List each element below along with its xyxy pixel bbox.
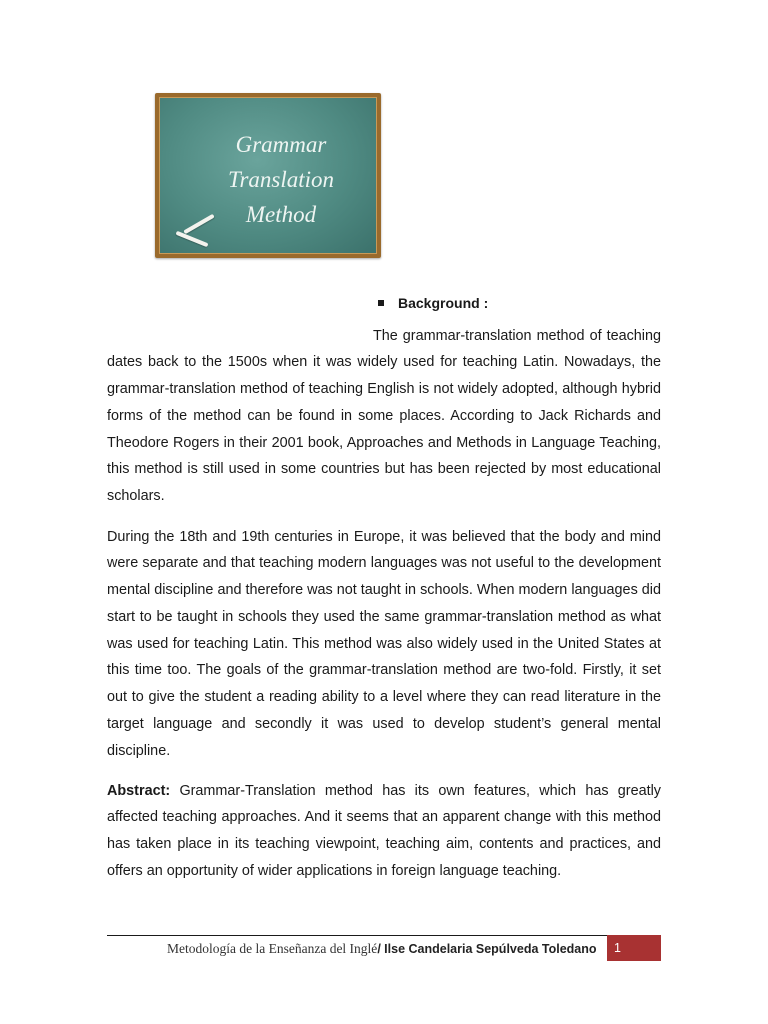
footer-text [167, 941, 597, 957]
footer-separator: / [377, 942, 381, 956]
chalk-stick [175, 231, 208, 247]
footer-course: Metodología de la Enseñanza del Inglé [167, 941, 378, 956]
section-heading-text: Background : [398, 295, 489, 311]
chalkboard-illustration [155, 93, 381, 258]
abstract-paragraph [107, 778, 661, 885]
page-number-badge [607, 935, 661, 961]
abstract-label: Abstract: [107, 782, 171, 799]
footer-author: Ilse Candelaria Sepúlveda Toledano [384, 942, 597, 956]
page-number: 1 [614, 941, 621, 955]
history-paragraph: During the 18th and 19th centuries in Europe, it was believed that the body and mind were separate and that teaching modern languages was not useful to the development mental discipline and therefore was not taught in schools. When modern languages did start to be taught in schools they used the same grammar-translation method as what was used for teaching Latin. This method was also widely used in the United States at this time too. The goals of the grammar-translation method are two-fold. Firstly, it set out to give the student a reading ability to a level where they can read literature in the target language and secondly it was used to develop student’s general mental discipline. [107, 528, 661, 759]
background-paragraph: The grammar-translation method of teaching dates back to the 1500s when it was widely used for teaching Latin. Nowadays, the grammar-translation method of teaching English is not widely adopted, although hybrid forms of the method can be found in some places. According to Jack Richards and Theodore Rogers in their 2001 book, Approaches and Methods in Language Teaching, this method is still used in some countries but has been rejected by most educational scholars. [107, 327, 661, 505]
chalkboard-title: Grammar Translation Method [227, 132, 335, 227]
chalk-stick [183, 214, 214, 234]
section-heading [378, 294, 488, 312]
square-bullet-icon [378, 300, 384, 306]
abstract-text: Grammar-Translation method has its own features, which has greatly affected teaching approaches. And it seems that an apparent change with this method has taken place in its teaching viewpoint, teaching aim, contents and practices, and offers an opportunity of wider applications in foreign language teaching. [107, 782, 661, 879]
page-footer [107, 935, 661, 961]
